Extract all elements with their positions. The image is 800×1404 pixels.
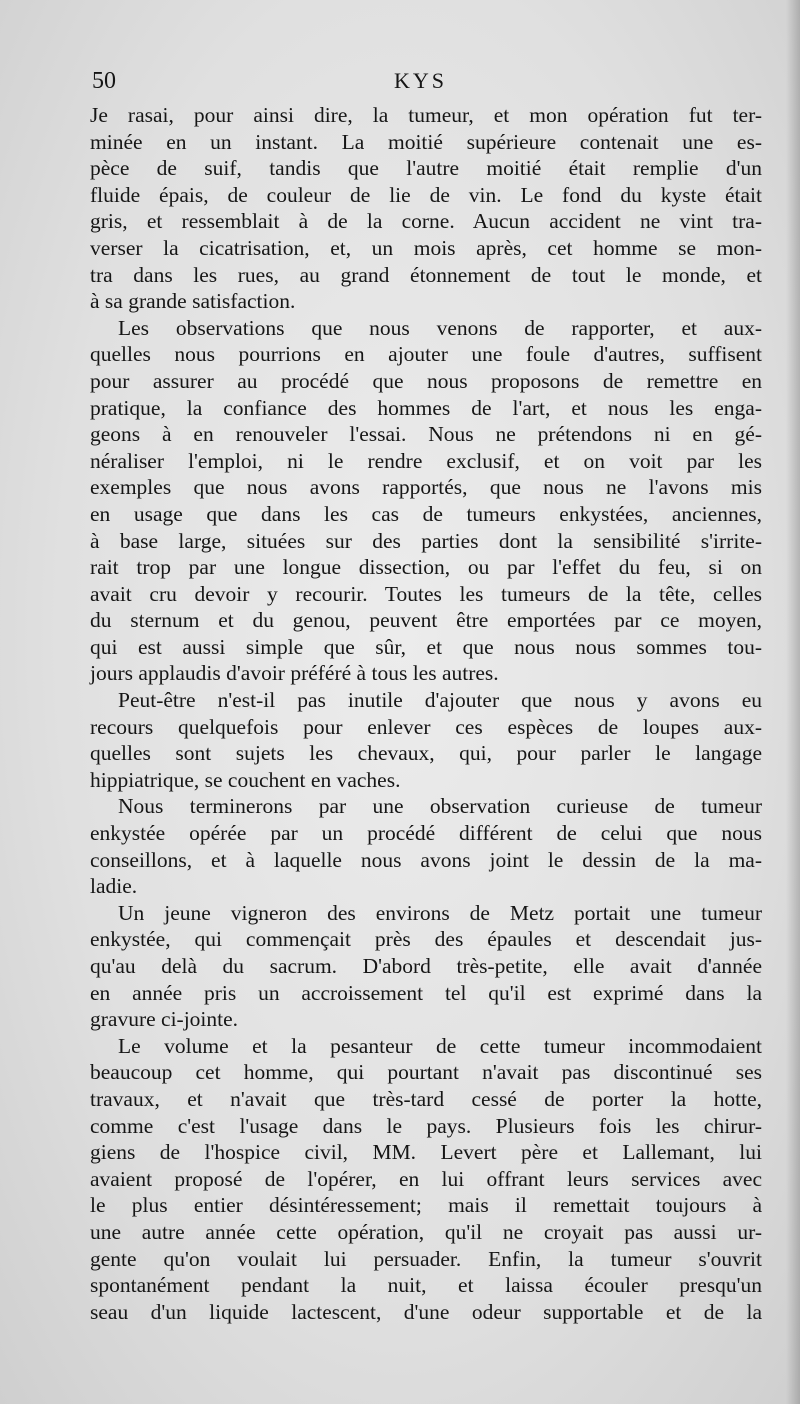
text-line: le plus entier désintéressement; mais il remettait toujours à [90,1193,762,1218]
text-line: avaient proposé de l'opérer, en lui offrant leurs services avec [90,1166,762,1191]
paragraph [90,687,762,793]
text-line: en année pris un accroissement tel qu'il est exprimé dans la [90,980,762,1005]
text-line: qui est aussi simple que sûr, et que nous nous sommes tou- [90,634,762,659]
text-line: du sternum et du genou, peuvent être emportées par ce moyen, [90,608,762,633]
text-line: Nous terminerons par une observation curieuse de tumeur [118,794,762,819]
text-line: enkystée, qui commençait près des épaules et descendait jus- [90,927,762,952]
text-line: travaux, et n'avait que très-tard cessé de porter la hotte, [90,1086,762,1111]
text-line: fluide épais, de couleur de lie de vin. Le fond du kyste était [90,182,762,207]
text-line: à sa grande satisfaction. [90,289,296,314]
text-line: seau d'un liquide lactescent, d'une odeur supportable et de la [90,1299,762,1324]
text-line: comme c'est l'usage dans le pays. Plusieurs fois les chirur- [90,1113,762,1138]
text-line: Le volume et la pesanteur de cette tumeur incommodaient [118,1033,762,1058]
text-line: beaucoup cet homme, qui pourtant n'avait pas discontinué ses [90,1060,762,1085]
paragraph [90,793,762,899]
text-line: gris, et ressemblait à de la corne. Aucun accident ne vint tra- [90,209,762,234]
text-line: rait trop par une longue dissection, ou par l'effet du feu, si on [90,555,762,580]
paragraph [90,900,762,1033]
running-head: KYS [394,68,448,93]
text-line: giens de l'hospice civil, MM. Levert père et Lallemant, lui [90,1140,762,1165]
text-line: recours quelquefois pour enlever ces espèces de loupes aux- [90,714,762,739]
text-line: pèce de suif, tandis que l'autre moitié était remplie d'un [90,156,762,181]
text-line: Peut-être n'est-il pas inutile d'ajouter que nous y avons eu [118,688,762,713]
text-line: pratique, la confiance des hommes de l'art, et nous les enga- [90,395,762,420]
text-line: geons à en renouveler l'essai. Nous ne prétendons ni en gé- [90,422,762,447]
paragraph [90,315,762,687]
text-line: spontanément pendant la nuit, et laissa écouler presqu'un [90,1273,762,1298]
text-line: gente qu'on voulait lui persuader. Enfin, la tumeur s'ouvrit [90,1246,762,1271]
paragraph [90,102,762,315]
text-line: avait cru devoir y recourir. Toutes les tumeurs de la tête, celles [90,581,762,606]
text-line: Un jeune vigneron des environs de Metz portait une tumeur [118,900,762,925]
text-line: quelles nous pourrions en ajouter une foule d'autres, suffisent [90,342,762,367]
text-line: tra dans les rues, au grand étonnement de tout le monde, et [90,262,762,287]
text-line: pour assurer au procédé que nous proposons de remettre en [90,368,762,393]
text-line: une autre année cette opération, qu'il ne croyait pas aussi ur- [90,1219,762,1244]
text-line: jours applaudis d'avoir préféré à tous les autres. [90,661,499,686]
text-line: gravure ci-jointe. [90,1007,239,1032]
page-header [92,68,762,98]
text-line: Je rasai, pour ainsi dire, la tumeur, et mon opération fut ter- [90,103,762,127]
text-line: quelles sont sujets les chevaux, qui, pour parler le langage [90,741,762,766]
text-line: conseillons, et à laquelle nous avons joint le dessin de la ma- [90,847,762,872]
text-line: hippiatrique, se couchent en vaches. [90,767,401,792]
text-line: ladie. [90,874,138,899]
text-line: néraliser l'emploi, ni le rendre exclusif, et on voit par les [90,448,762,473]
page-number: 50 [92,68,116,94]
page-edge-shadow [786,0,800,1404]
text-line: à base large, situées sur des parties dont la sensibilité s'irrite- [90,528,762,553]
text-line: qu'au delà du sacrum. D'abord très-petite, elle avait d'année [90,954,762,978]
text-line: minée en un instant. La moitié supérieure contenait une es- [90,129,762,154]
text-line: verser la cicatrisation, et, un mois après, cet homme se mon- [90,235,762,260]
body-text [90,102,762,1325]
text-line: Les observations que nous venons de rapporter, et aux- [118,315,762,340]
text-line: enkystée opérée par un procédé différent de celui que nous [90,821,762,846]
paragraph [90,1033,762,1326]
text-line: en usage que dans les cas de tumeurs enkystées, anciennes, [90,501,762,526]
text-line: exemples que nous avons rapportés, que nous ne l'avons mis [90,475,762,500]
